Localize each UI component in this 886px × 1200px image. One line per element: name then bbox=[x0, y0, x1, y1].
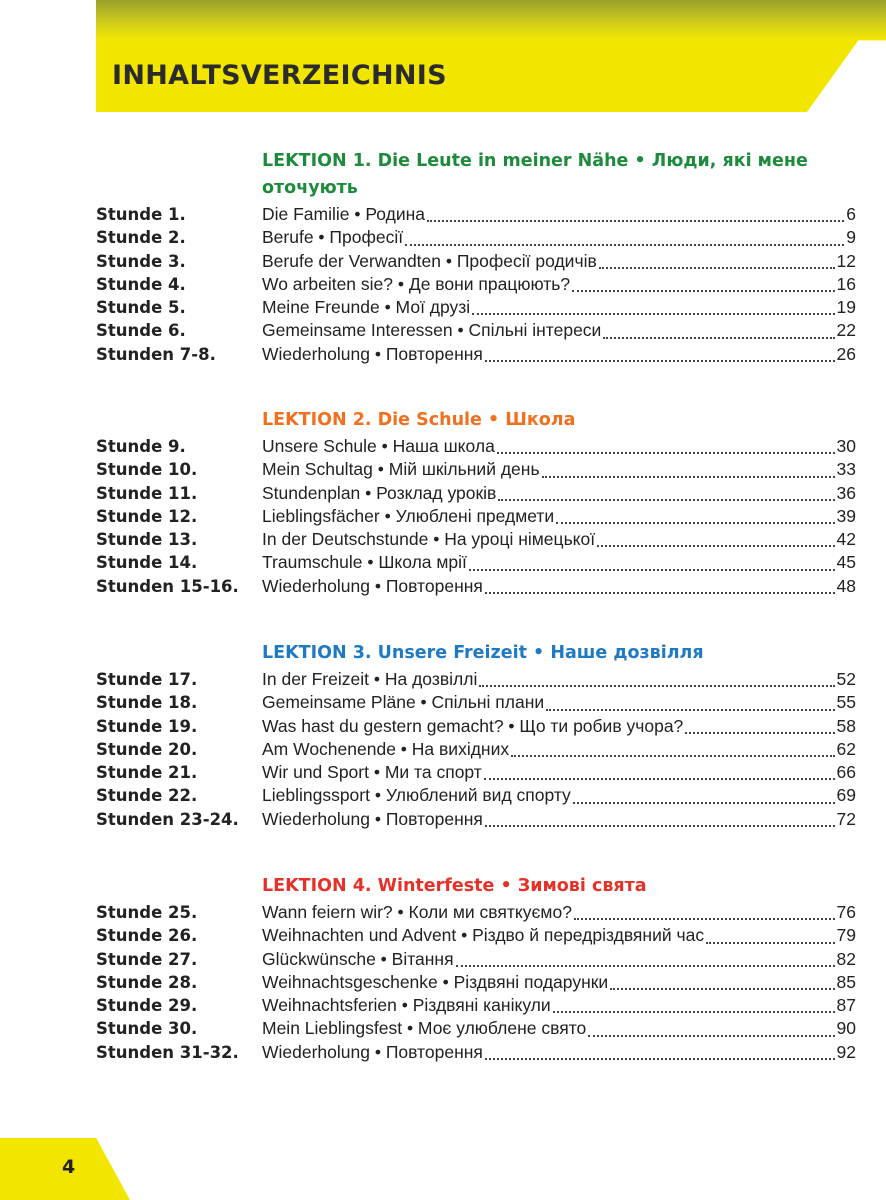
toc-row[interactable] bbox=[96, 297, 856, 320]
dot-leader bbox=[479, 679, 834, 687]
page-ref: 87 bbox=[836, 995, 856, 1016]
topic-title: Berufe der Verwandten • Професії родичів bbox=[262, 250, 597, 271]
lesson-number: Stunde 5. bbox=[96, 298, 186, 318]
dot-leader bbox=[405, 238, 844, 246]
lesson-number: Stunde 17. bbox=[96, 670, 198, 689]
page-ref: 48 bbox=[836, 575, 856, 596]
topic-title: Glückwünsche • Вітання bbox=[262, 948, 454, 969]
topic-title: Unsere Schule • Наша школа bbox=[262, 436, 495, 456]
topic-title: Wo arbeiten sie? • Де вони працюють? bbox=[262, 273, 571, 294]
topic-title: Meine Freunde • Мої друзі bbox=[262, 297, 471, 318]
lesson-number: Stunde 21. bbox=[96, 763, 198, 783]
toc-row[interactable] bbox=[96, 552, 856, 575]
lesson-title: LEKTION 3. Unsere Freizeit • Наше дозвілля bbox=[262, 643, 704, 663]
dot-leader bbox=[469, 563, 835, 571]
dot-leader bbox=[574, 912, 835, 920]
toc-row[interactable] bbox=[96, 483, 856, 506]
page-ref: 19 bbox=[836, 297, 856, 318]
topic-title: Was hast du gestern gemacht? • Що ти робив учора? bbox=[262, 715, 684, 736]
dot-leader bbox=[573, 796, 835, 804]
toc-row[interactable] bbox=[96, 459, 856, 482]
page-ref: 66 bbox=[836, 762, 856, 783]
toc-row[interactable] bbox=[96, 972, 856, 995]
toc-row[interactable] bbox=[96, 902, 856, 925]
lesson-section bbox=[96, 640, 856, 832]
toc-row[interactable] bbox=[96, 251, 856, 274]
page-ref: 26 bbox=[836, 343, 856, 364]
topic-title: Lieblingssport • Улюблений вид спорту bbox=[262, 785, 571, 806]
topic-title: Mein Schultag • Мій шкільний день bbox=[262, 459, 540, 480]
toc-row[interactable] bbox=[96, 925, 856, 948]
topic-title: Mein Lieblingsfest • Моє улюблене свято bbox=[262, 1018, 587, 1039]
lesson-number: Stunden 31-32. bbox=[96, 1042, 239, 1062]
toc-row[interactable] bbox=[96, 204, 856, 227]
page-ref: 12 bbox=[836, 250, 856, 271]
page-ref: 92 bbox=[836, 1041, 856, 1062]
toc-row[interactable] bbox=[96, 320, 856, 343]
lesson-number: Stunde 19. bbox=[96, 716, 198, 736]
topic-title: Am Wochenende • На вихідних bbox=[262, 738, 510, 759]
lesson-number: Stunde 25. bbox=[96, 903, 198, 922]
page-ref: 79 bbox=[836, 925, 856, 946]
header-band bbox=[96, 0, 886, 112]
topic-title: In der Freizeit • На дозвіллі bbox=[262, 669, 478, 689]
lesson-number: Stunde 1. bbox=[96, 205, 186, 224]
dot-leader bbox=[456, 959, 835, 967]
toc-row[interactable] bbox=[96, 344, 856, 367]
dot-leader bbox=[485, 819, 835, 827]
page-ref: 72 bbox=[836, 808, 856, 829]
page-ref: 45 bbox=[836, 552, 856, 573]
toc-row[interactable] bbox=[96, 274, 856, 297]
topic-title: In der Deutschstunde • На уроці німецької bbox=[262, 529, 596, 550]
dot-leader bbox=[556, 516, 834, 524]
dot-leader bbox=[511, 749, 834, 757]
lesson-number: Stunde 2. bbox=[96, 228, 186, 248]
page-title: INHALTSVERZEICHNIS bbox=[112, 60, 447, 91]
dot-leader bbox=[472, 307, 834, 315]
toc-row[interactable] bbox=[96, 529, 856, 552]
toc-row[interactable] bbox=[96, 669, 856, 692]
dot-leader bbox=[706, 936, 834, 944]
dot-leader bbox=[572, 284, 834, 292]
lesson-number: Stunde 12. bbox=[96, 506, 198, 526]
toc-row[interactable] bbox=[96, 227, 856, 250]
page-ref: 52 bbox=[836, 669, 856, 689]
toc-row[interactable] bbox=[96, 436, 856, 459]
page-number: 4 bbox=[62, 1156, 76, 1178]
topic-title: Berufe • Професії bbox=[262, 227, 404, 248]
toc-row[interactable] bbox=[96, 506, 856, 529]
lesson-section bbox=[96, 148, 856, 367]
dot-leader bbox=[610, 982, 834, 990]
dot-leader bbox=[485, 354, 835, 362]
lesson-number: Stunde 4. bbox=[96, 274, 186, 294]
page-ref: 39 bbox=[836, 505, 856, 526]
dot-leader bbox=[603, 331, 834, 339]
toc-row[interactable] bbox=[96, 785, 856, 808]
toc-row[interactable] bbox=[96, 762, 856, 785]
page-ref: 58 bbox=[836, 715, 856, 736]
page-ref: 30 bbox=[836, 436, 856, 456]
dot-leader bbox=[485, 586, 835, 594]
lesson-number: Stunden 7-8. bbox=[96, 344, 216, 364]
dot-leader bbox=[427, 214, 844, 222]
topic-title: Gemeinsame Interessen • Спільні інтереси bbox=[262, 320, 602, 341]
lesson-number: Stunde 14. bbox=[96, 553, 198, 573]
topic-title: Die Familie • Родина bbox=[262, 204, 426, 224]
topic-title: Lieblingsfächer • Улюблені предмети bbox=[262, 505, 555, 526]
topic-title: Gemeinsame Pläne • Спільні плани bbox=[262, 692, 545, 713]
page-ref: 69 bbox=[836, 785, 856, 806]
topic-title: Stundenplan • Розклад уроків bbox=[262, 482, 497, 503]
page-ref: 6 bbox=[846, 204, 856, 224]
page-ref: 42 bbox=[836, 529, 856, 550]
dot-leader bbox=[546, 703, 834, 711]
dot-leader bbox=[497, 446, 835, 454]
topic-title: Traumschule • Школа мрії bbox=[262, 552, 467, 573]
lesson-number: Stunde 26. bbox=[96, 926, 198, 946]
toc-row[interactable] bbox=[96, 949, 856, 972]
lesson-section bbox=[96, 407, 856, 599]
dot-leader bbox=[599, 261, 835, 269]
lesson-number: Stunde 11. bbox=[96, 483, 198, 503]
lesson-number: Stunde 29. bbox=[96, 996, 198, 1016]
lesson-number: Stunde 10. bbox=[96, 460, 198, 480]
topic-title: Wiederholung • Повторення bbox=[262, 808, 483, 829]
lesson-number: Stunde 6. bbox=[96, 321, 186, 341]
lesson-number: Stunde 3. bbox=[96, 251, 186, 271]
topic-title: Weihnachtsgeschenke • Різдвяні подарунки bbox=[262, 971, 609, 992]
dot-leader bbox=[498, 493, 834, 501]
lesson-title: LEKTION 4. Winterfeste • Зимові свята bbox=[262, 876, 647, 896]
topic-title: Wir und Sport • Ми та спорт bbox=[262, 762, 482, 783]
lesson-number: Stunde 9. bbox=[96, 437, 186, 456]
toc-row[interactable] bbox=[96, 1018, 856, 1041]
topic-title: Wiederholung • Повторення bbox=[262, 575, 483, 596]
dot-leader bbox=[597, 539, 834, 547]
dot-leader bbox=[553, 1005, 835, 1013]
lesson-number: Stunden 15-16. bbox=[96, 576, 239, 596]
toc-row[interactable] bbox=[96, 576, 856, 599]
toc-row[interactable] bbox=[96, 809, 856, 832]
topic-title: Weihnachtsferien • Різдвяні канікули bbox=[262, 995, 551, 1016]
lesson-number: Stunde 22. bbox=[96, 786, 198, 806]
lesson-section bbox=[96, 873, 856, 1065]
lesson-number: Stunde 28. bbox=[96, 972, 198, 992]
page-ref: 85 bbox=[836, 971, 856, 992]
dot-leader bbox=[685, 726, 834, 734]
page-ref: 55 bbox=[836, 692, 856, 713]
lesson-title: LEKTION 2. Die Schule • Школа bbox=[262, 410, 576, 430]
page-ref: 82 bbox=[836, 948, 856, 969]
page-ref: 16 bbox=[836, 273, 856, 294]
dot-leader bbox=[542, 470, 835, 478]
topic-title: Weihnachten und Advent • Різдво й передріздвяний час bbox=[262, 925, 705, 946]
page-ref: 90 bbox=[836, 1018, 856, 1039]
toc-row[interactable] bbox=[96, 716, 856, 739]
lesson-number: Stunde 27. bbox=[96, 949, 198, 969]
topic-title: Wiederholung • Повторення bbox=[262, 343, 483, 364]
page-ref: 76 bbox=[836, 902, 856, 922]
toc-row[interactable] bbox=[96, 739, 856, 762]
toc-row[interactable] bbox=[96, 1042, 856, 1065]
topic-title: Wann feiern wir? • Коли ми святкуємо? bbox=[262, 902, 572, 922]
lesson-number: Stunde 18. bbox=[96, 693, 198, 713]
dot-leader bbox=[588, 1029, 834, 1037]
topic-title: Wiederholung • Повторення bbox=[262, 1041, 483, 1062]
toc-row[interactable] bbox=[96, 692, 856, 715]
dot-leader bbox=[485, 1052, 835, 1060]
lesson-number: Stunde 13. bbox=[96, 530, 198, 550]
page-ref: 22 bbox=[836, 320, 856, 341]
lesson-number: Stunde 20. bbox=[96, 739, 198, 759]
page-ref: 62 bbox=[836, 738, 856, 759]
toc-row[interactable] bbox=[96, 995, 856, 1018]
page-ref: 36 bbox=[836, 482, 856, 503]
lesson-number: Stunde 30. bbox=[96, 1019, 198, 1039]
dot-leader bbox=[484, 772, 835, 780]
page-ref: 33 bbox=[836, 459, 856, 480]
page-ref: 9 bbox=[846, 227, 856, 248]
lesson-title: LEKTION 1. Die Leute in meiner Nähe • Люди, які мене оточують bbox=[262, 151, 808, 198]
lesson-number: Stunden 23-24. bbox=[96, 809, 239, 829]
